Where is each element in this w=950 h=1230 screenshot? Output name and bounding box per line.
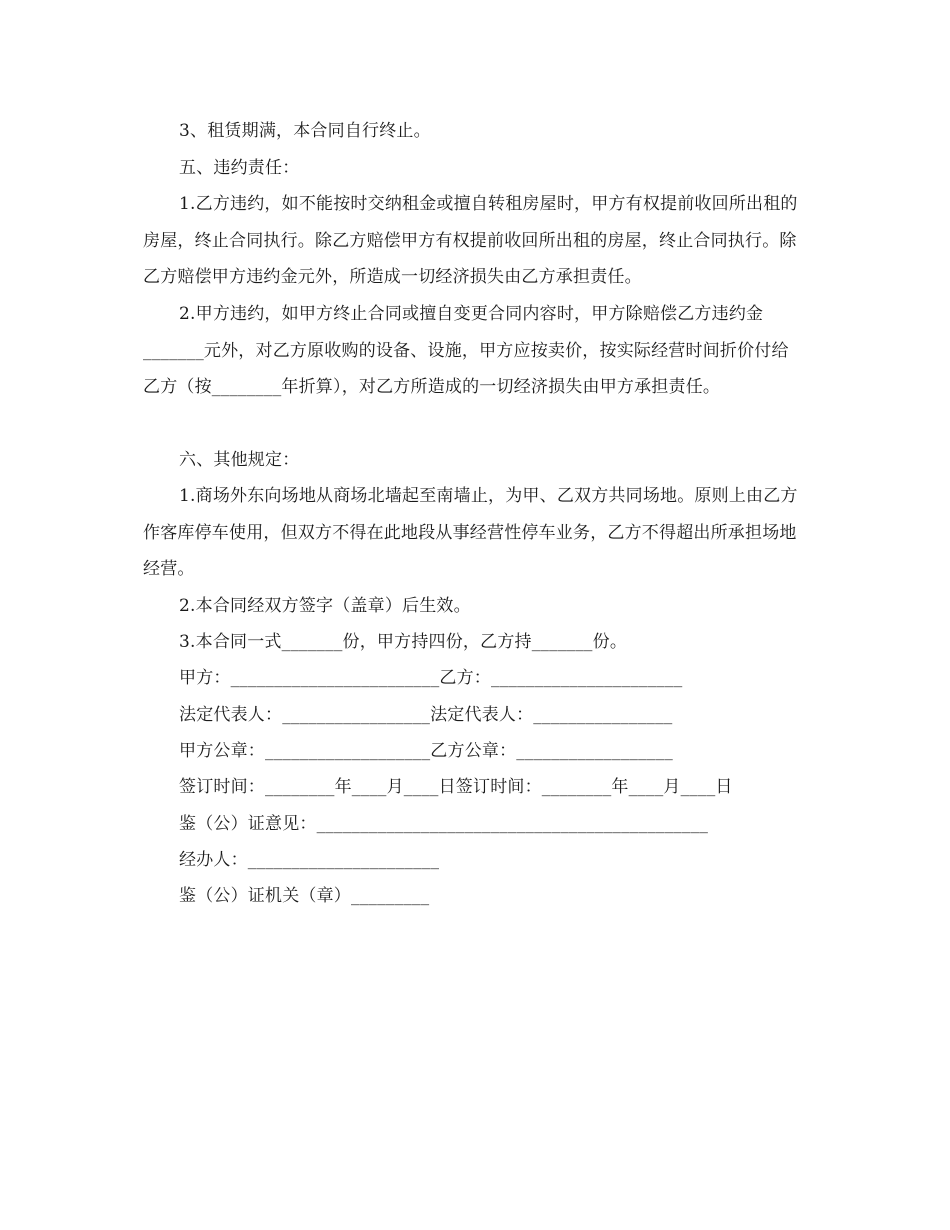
clause-breach-party-a: 2.甲方违约，如甲方终止合同或擅自变更合同内容时，甲方除赔偿乙方违约金_______元外，对乙方原收购的设备、设施，甲方应按卖价，按实际经营时间折价付给乙方（按________年折算），对乙方所造成的一切经济损失由甲方承担责任。 [143, 304, 789, 397]
notary-office-seal: 鉴（公）证机关（章）_________ [179, 886, 430, 906]
signature-legal-representatives: 法定代表人：_________________法定代表人：________________ [179, 705, 673, 725]
clause-breach-party-b: 1.乙方违约，如不能按时交纳租金或擅自转租房屋时，甲方有权提前收回所出租的房屋，终止合同执行。除乙方赔偿甲方有权提前收回所出租的房屋，终止合同执行。除乙方赔偿甲方违约金元外，所造成一切经济损失由乙方承担责任。 [143, 194, 798, 287]
signature-parties: 甲方：________________________乙方：______________________ [179, 668, 683, 688]
signature-seals: 甲方公章：___________________乙方公章：__________________ [179, 741, 673, 761]
section-heading-other: 六、其他规定： [179, 450, 300, 470]
clause-shared-area: 1.商场外东向场地从商场北墙起至南墙止，为甲、乙双方共同场地。原则上由乙方作客库停车使用，但双方不得在此地段从事经营性停车业务，乙方不得超出所承担场地经营。 [143, 486, 798, 579]
section-heading-breach: 五、违约责任： [179, 158, 300, 178]
clause-lease-end: 3、租赁期满，本合同自行终止。 [179, 121, 431, 141]
clause-effective: 2.本合同经双方签字（盖章）后生效。 [179, 596, 471, 616]
signature-dates: 签订时间：________年____月____日签订时间：________年____月____日 [179, 777, 733, 797]
handler-signature: 经办人：______________________ [179, 850, 440, 870]
clause-copies: 3.本合同一式_______份，甲方持四份，乙方持_______份。 [179, 632, 628, 652]
notary-opinion: 鉴（公）证意见：_____________________________________________ [179, 814, 709, 834]
